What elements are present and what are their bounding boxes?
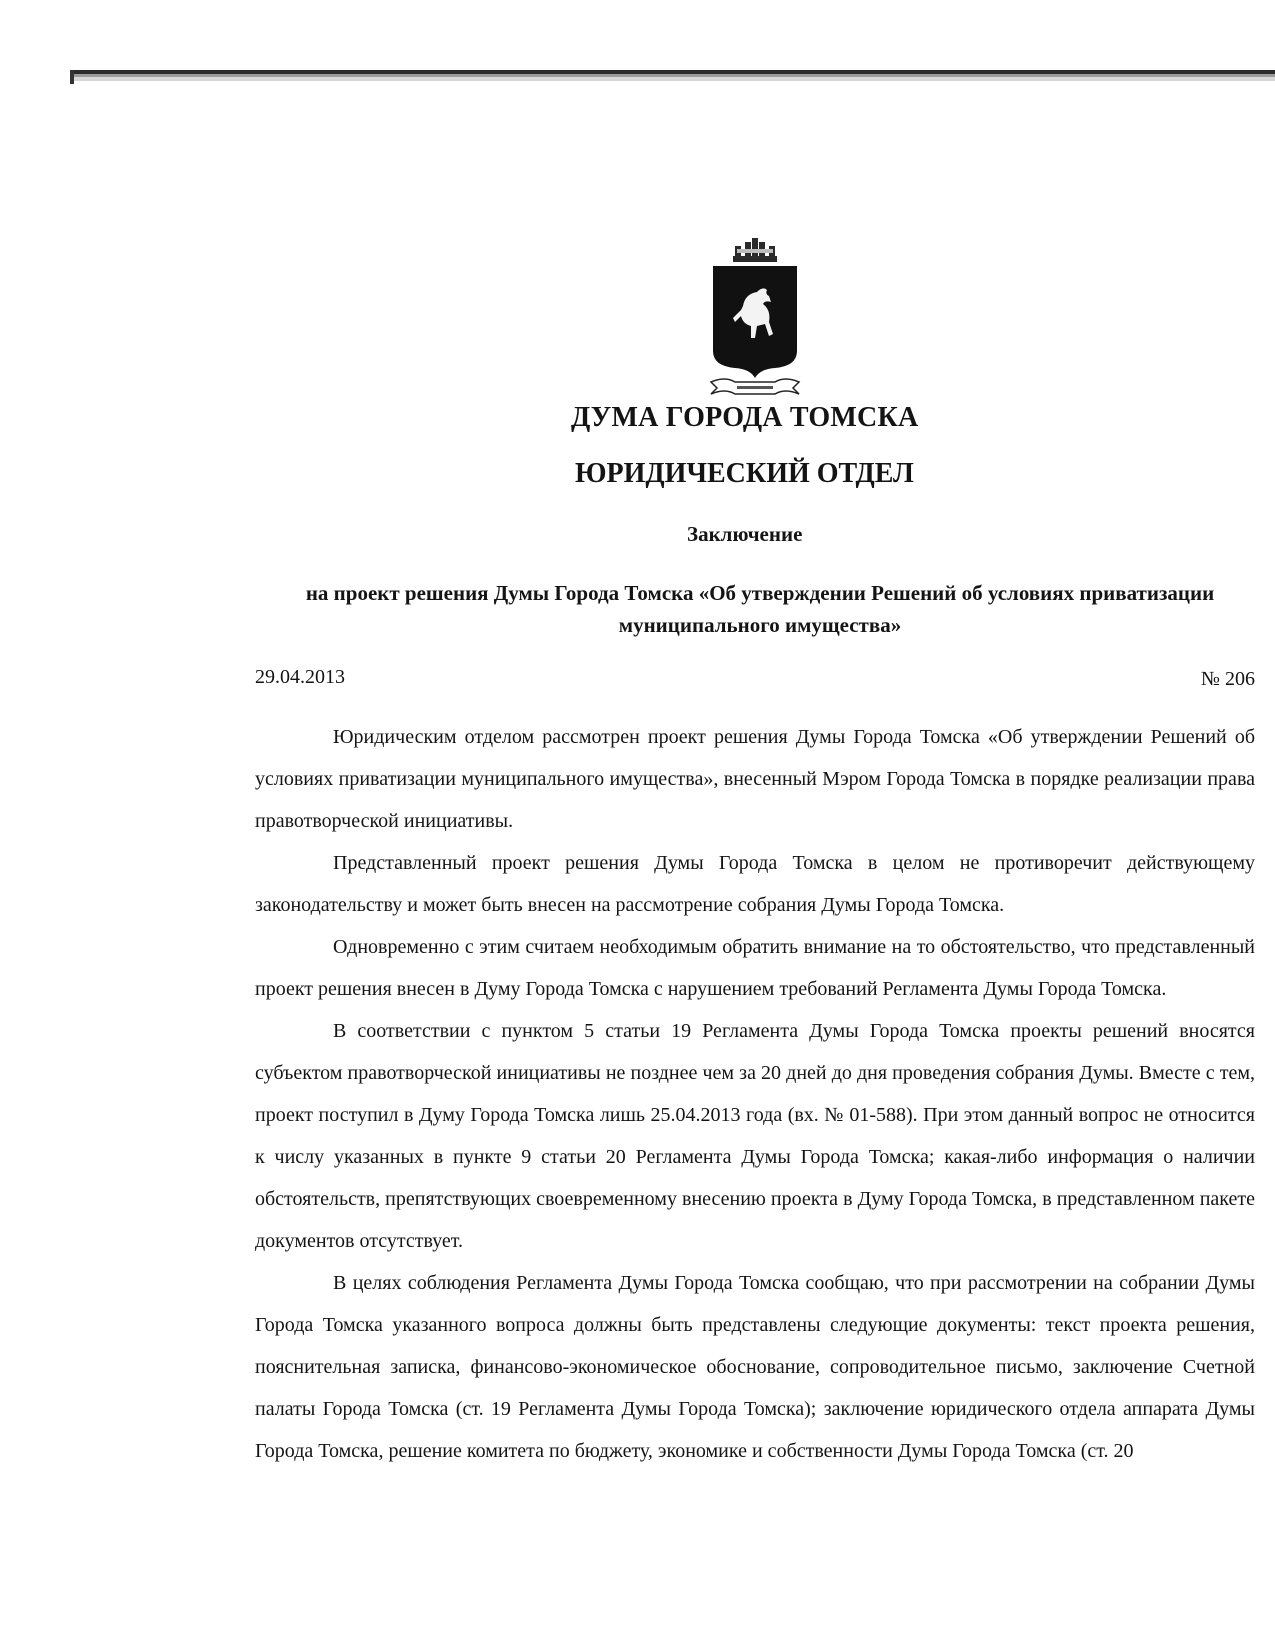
scan-edge-bar	[70, 70, 1275, 81]
document-number: № 206	[1200, 668, 1255, 690]
organization-title: ДУМА ГОРОДА ТОМСКА	[571, 402, 919, 433]
department-title: ЮРИДИЧЕСКИЙ ОТДЕЛ	[575, 458, 914, 489]
paragraph: В целях соблюдения Регламента Думы Города Томска сообщаю, что при рассмотрении на собрании Думы Города Томска указанного вопроса должны быть представлены следующие документы: текст проекта решения, пояснительная записка, финансово-экономическое обоснование, сопроводительное письмо, заключение Счетной палаты Города Томска (ст. 19 Регламента Думы Города Томска); заключение юридического отдела аппарата Думы Города Томска, решение комитета по бюджету, экономике и собственности Думы Города Томска (ст. 20	[255, 1272, 1255, 1462]
document-body	[255, 716, 1255, 1472]
scan-edge-corner	[70, 70, 74, 84]
document-subject: на проект решения Думы Города Томска «Об утверждении Решений об условиях приватизации муниципального имущества»	[305, 581, 1215, 637]
paragraph: Представленный проект решения Думы Города Томска в целом не противоречит действующему законодательству и может быть внесен на рассмотрение собрания Думы Города Томска.	[255, 852, 1255, 916]
document-type: Заключение	[687, 522, 803, 546]
paragraph: В соответствии с пунктом 5 статьи 19 Регламента Думы Города Томска проекты решений вносятся субъектом правотворческой инициативы не позднее чем за 20 дней до дня проведения собрания Думы. Вместе с тем, проект поступил в Думу Города Томска лишь 25.04.2013 года (вх. № 01-588). При этом данный вопрос не относится к числу указанных в пункте 9 статьи 20 Регламента Думы Города Томска; какая-либо информация о наличии обстоятельств, препятствующих своевременному внесению проекта в Думу Города Томска, в представленном пакете документов отсутствует.	[255, 1020, 1255, 1252]
paragraph: Юридическим отделом рассмотрен проект решения Думы Города Томска «Об утверждении Решений об условиях приватизации муниципального имущества», внесенный Мэром Города Томска в порядке реализации права правотворческой инициативы.	[255, 726, 1255, 832]
paragraph: Одновременно с этим считаем необходимым обратить внимание на то обстоятельство, что представленный проект решения внесен в Думу Города Томска с нарушением требований Регламента Думы Города Томска.	[255, 936, 1255, 1000]
document-date: 29.04.2013	[255, 666, 345, 688]
tomsk-coat-of-arms-icon	[705, 236, 805, 406]
